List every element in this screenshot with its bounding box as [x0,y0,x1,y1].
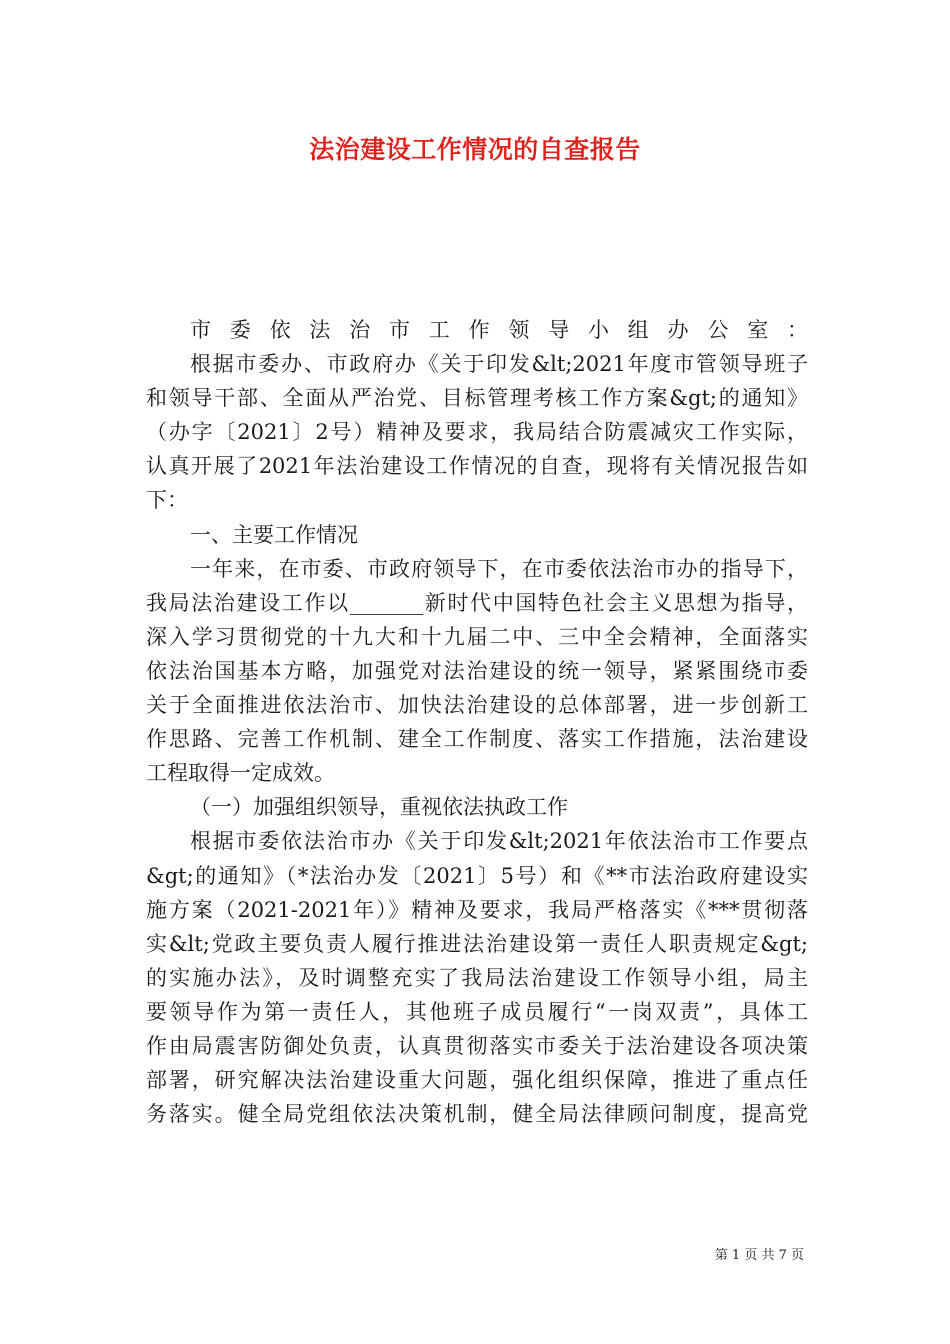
page-number: 第 1 页 共 7 页 [714,1248,804,1263]
section-heading: 一、主要工作情况 [190,522,358,547]
paragraph-line: 根据市委依法治市办《关于印发&lt;2021年依法治市工作要点 [190,829,808,854]
subsection-heading: （一）加强组织领导，重视依法执政工作 [190,795,568,820]
paragraph-line: 工程取得一定成效。 [146,761,335,786]
paragraph-line: （办字〔2021〕2号）精神及要求，我局结合防震减灾工作实际， [146,420,808,445]
paragraph-line: 的实施办法》，及时调整充实了我局法治建设工作领导小组，局主 [146,965,808,990]
document-title: 法治建设工作情况的自查报告 [309,135,641,164]
paragraph-line: 作由局震害防御处负责，认真贯彻落实市委关于法治建设各项决策 [146,1033,808,1058]
paragraph-line: 施方案（2021-2021年）》精神及要求，我局严格落实《***贯彻落 [146,897,808,922]
paragraph-line: 和领导干部、全面从严治党、目标管理考核工作方案&gt;的通知》 [146,386,808,411]
paragraph-line: 关于全面推进依法治市、加快法治建设的总体部署，进一步创新工 [146,693,808,718]
paragraph-line: 实&lt;党政主要负责人履行推进法治建设第一责任人职责规定&gt; [146,931,808,956]
paragraph-line: 务落实。健全局党组依法决策机制，健全局法律顾问制度，提高党 [146,1102,808,1127]
document-body [146,313,808,1131]
salutation-line: 市委依法治市工作领导小组办公室： [190,318,808,342]
paragraph-line: &gt;的通知》（*法治办发〔2021〕5号）和《**市法治政府建设实 [146,863,808,888]
paragraph-line: 要领导作为第一责任人，其他班子成员履行“一岗双责”，具体工 [146,999,808,1024]
paragraph-line: 认真开展了2021年法治建设工作情况的自查，现将有关情况报告如 [146,454,808,479]
paragraph-line: 一年来，在市委、市政府领导下，在市委依法治市办的指导下， [190,556,808,581]
paragraph-line: 作思路、完善工作机制、建全工作制度、落实工作措施，法治建设 [146,727,808,752]
paragraph-line: 根据市委办、市政府办《关于印发&lt;2021年度市管领导班子 [190,352,808,377]
paragraph-line: 我局法治建设工作以_______新时代中国特色社会主义思想为指导， [146,590,808,615]
paragraph-line: 部署，研究解决法治建设重大问题，强化组织保障，推进了重点任 [146,1068,808,1093]
paragraph-line: 深入学习贯彻党的十九大和十九届二中、三中全会精神，全面落实 [146,624,808,649]
paragraph-line: 下： [146,488,188,513]
paragraph-line: 依法治国基本方略，加强党对法治建设的统一领导，紧紧围绕市委 [146,658,808,683]
